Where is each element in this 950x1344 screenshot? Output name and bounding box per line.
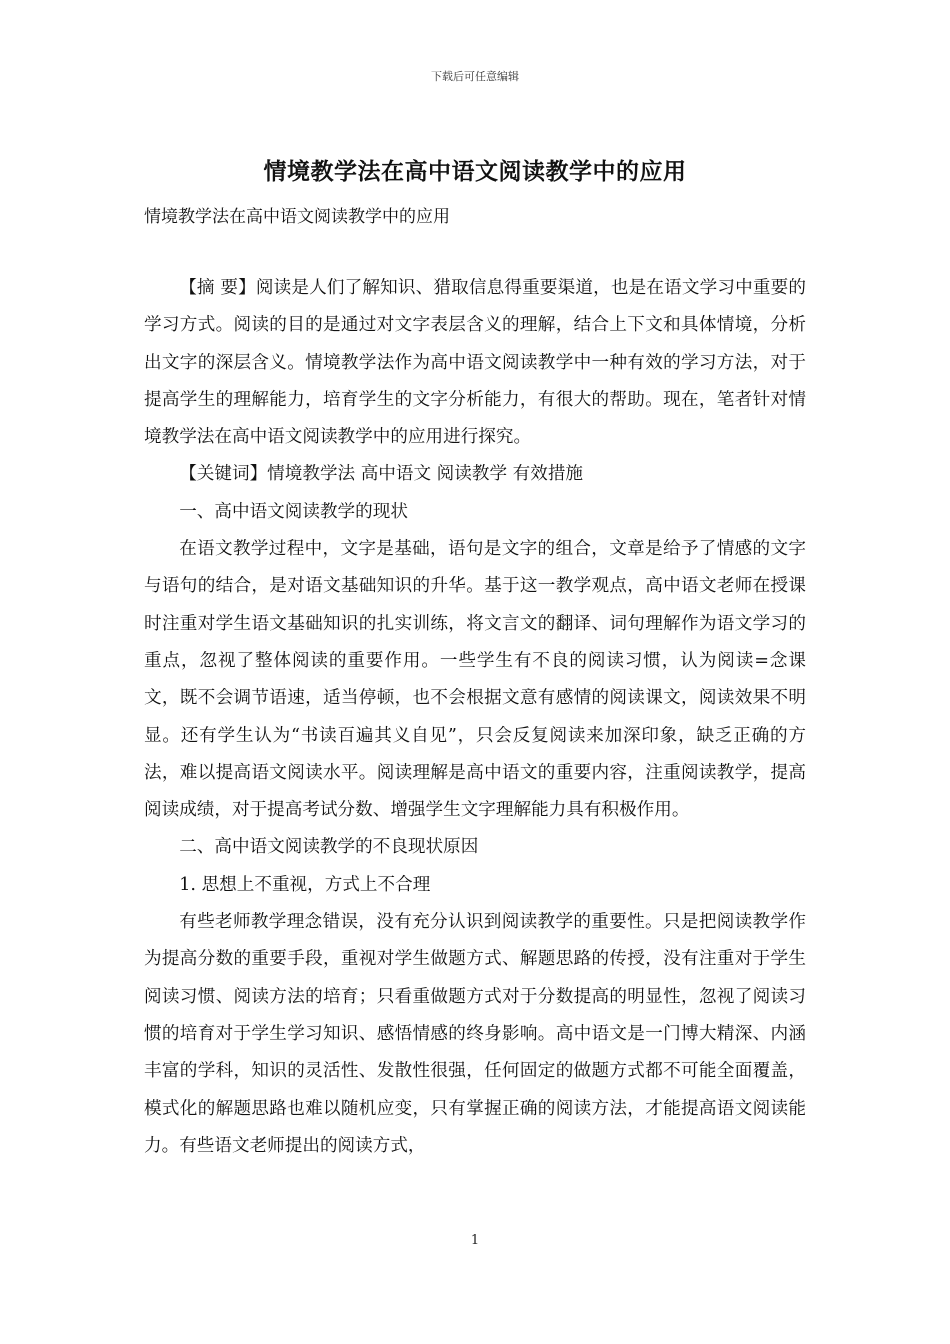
section-heading-1: 一、高中语文阅读教学的现状 <box>179 501 408 522</box>
subsection-heading-1: 1. 思想上不重视，方式上不合理 <box>179 874 431 895</box>
keywords-paragraph: 【关键词】情境教学法 高中语文 阅读教学 有效措施 <box>179 464 584 485</box>
document-subtitle: 情境教学法在高中语文阅读教学中的应用 <box>144 207 450 227</box>
page-number: 1 <box>470 1233 480 1248</box>
section-heading-2: 二、高中语文阅读教学的不良现状原因 <box>179 837 479 858</box>
header-note: 下载后可任意编辑 <box>431 70 519 83</box>
body-paragraph: 有些老师教学理念错误，没有充分认识到阅读教学的重要性。只是把阅读教学作为提高分数的重要手段，重视对学生做题方式、解题思路的传授，没有注重对于学生阅读习惯、阅读方法的培育；只看重做题方式对于分数提高的明显性，忽视了阅读习惯的培育对于学生学习知识、感悟情感的终身影响。高中语文是一门博大精深、内涵丰富的学科，知识的灵活性、发散性很强，任何固定的做题方式都不可能全面覆盖，模式化的解题思路也难以随机应变，只有掌握正确的阅读方法，才能提高语文阅读能力。有些语文老师提出的阅读方式， <box>144 912 806 1156</box>
document-title: 情境教学法在高中语文阅读教学中的应用 <box>263 158 687 185</box>
body-paragraph: 在语文教学过程中，文字是基础，语句是文字的组合，文章是给予了情感的文字与语句的结合，是对语文基础知识的升华。基于这一教学观点，高中语文老师在授课时注重对学生语文基础知识的扎实训练，将文言文的翻译、词句理解作为语文学习的重点，忽视了整体阅读的重要作用。一些学生有不良的阅读习惯，认为阅读=念课文，既不会调节语速，适当停顿，也不会根据文意有感情的阅读课文，阅读效果不明显。还有学生认为“书读百遍其义自见”，只会反复阅读来加深印象，缺乏正确的方法，难以提高语文阅读水平。阅读理解是高中语文的重要内容，注重阅读教学，提高阅读成绩，对于提高考试分数、增强学生文字理解能力具有积极作用。 <box>144 539 806 821</box>
document-body <box>144 270 806 1165</box>
abstract-paragraph: 【摘 要】阅读是人们了解知识、猎取信息得重要渠道，也是在语文学习中重要的学习方式。阅读的目的是通过对文字表层含义的理解，结合上下文和具体情境，分析出文字的深层含义。情境教学法作为高中语文阅读教学中一种有效的学习方法，对于提高学生的理解能力，培育学生的文字分析能力，有很大的帮助。现在，笔者针对情境教学法在高中语文阅读教学中的应用进行探究。 <box>144 278 806 448</box>
